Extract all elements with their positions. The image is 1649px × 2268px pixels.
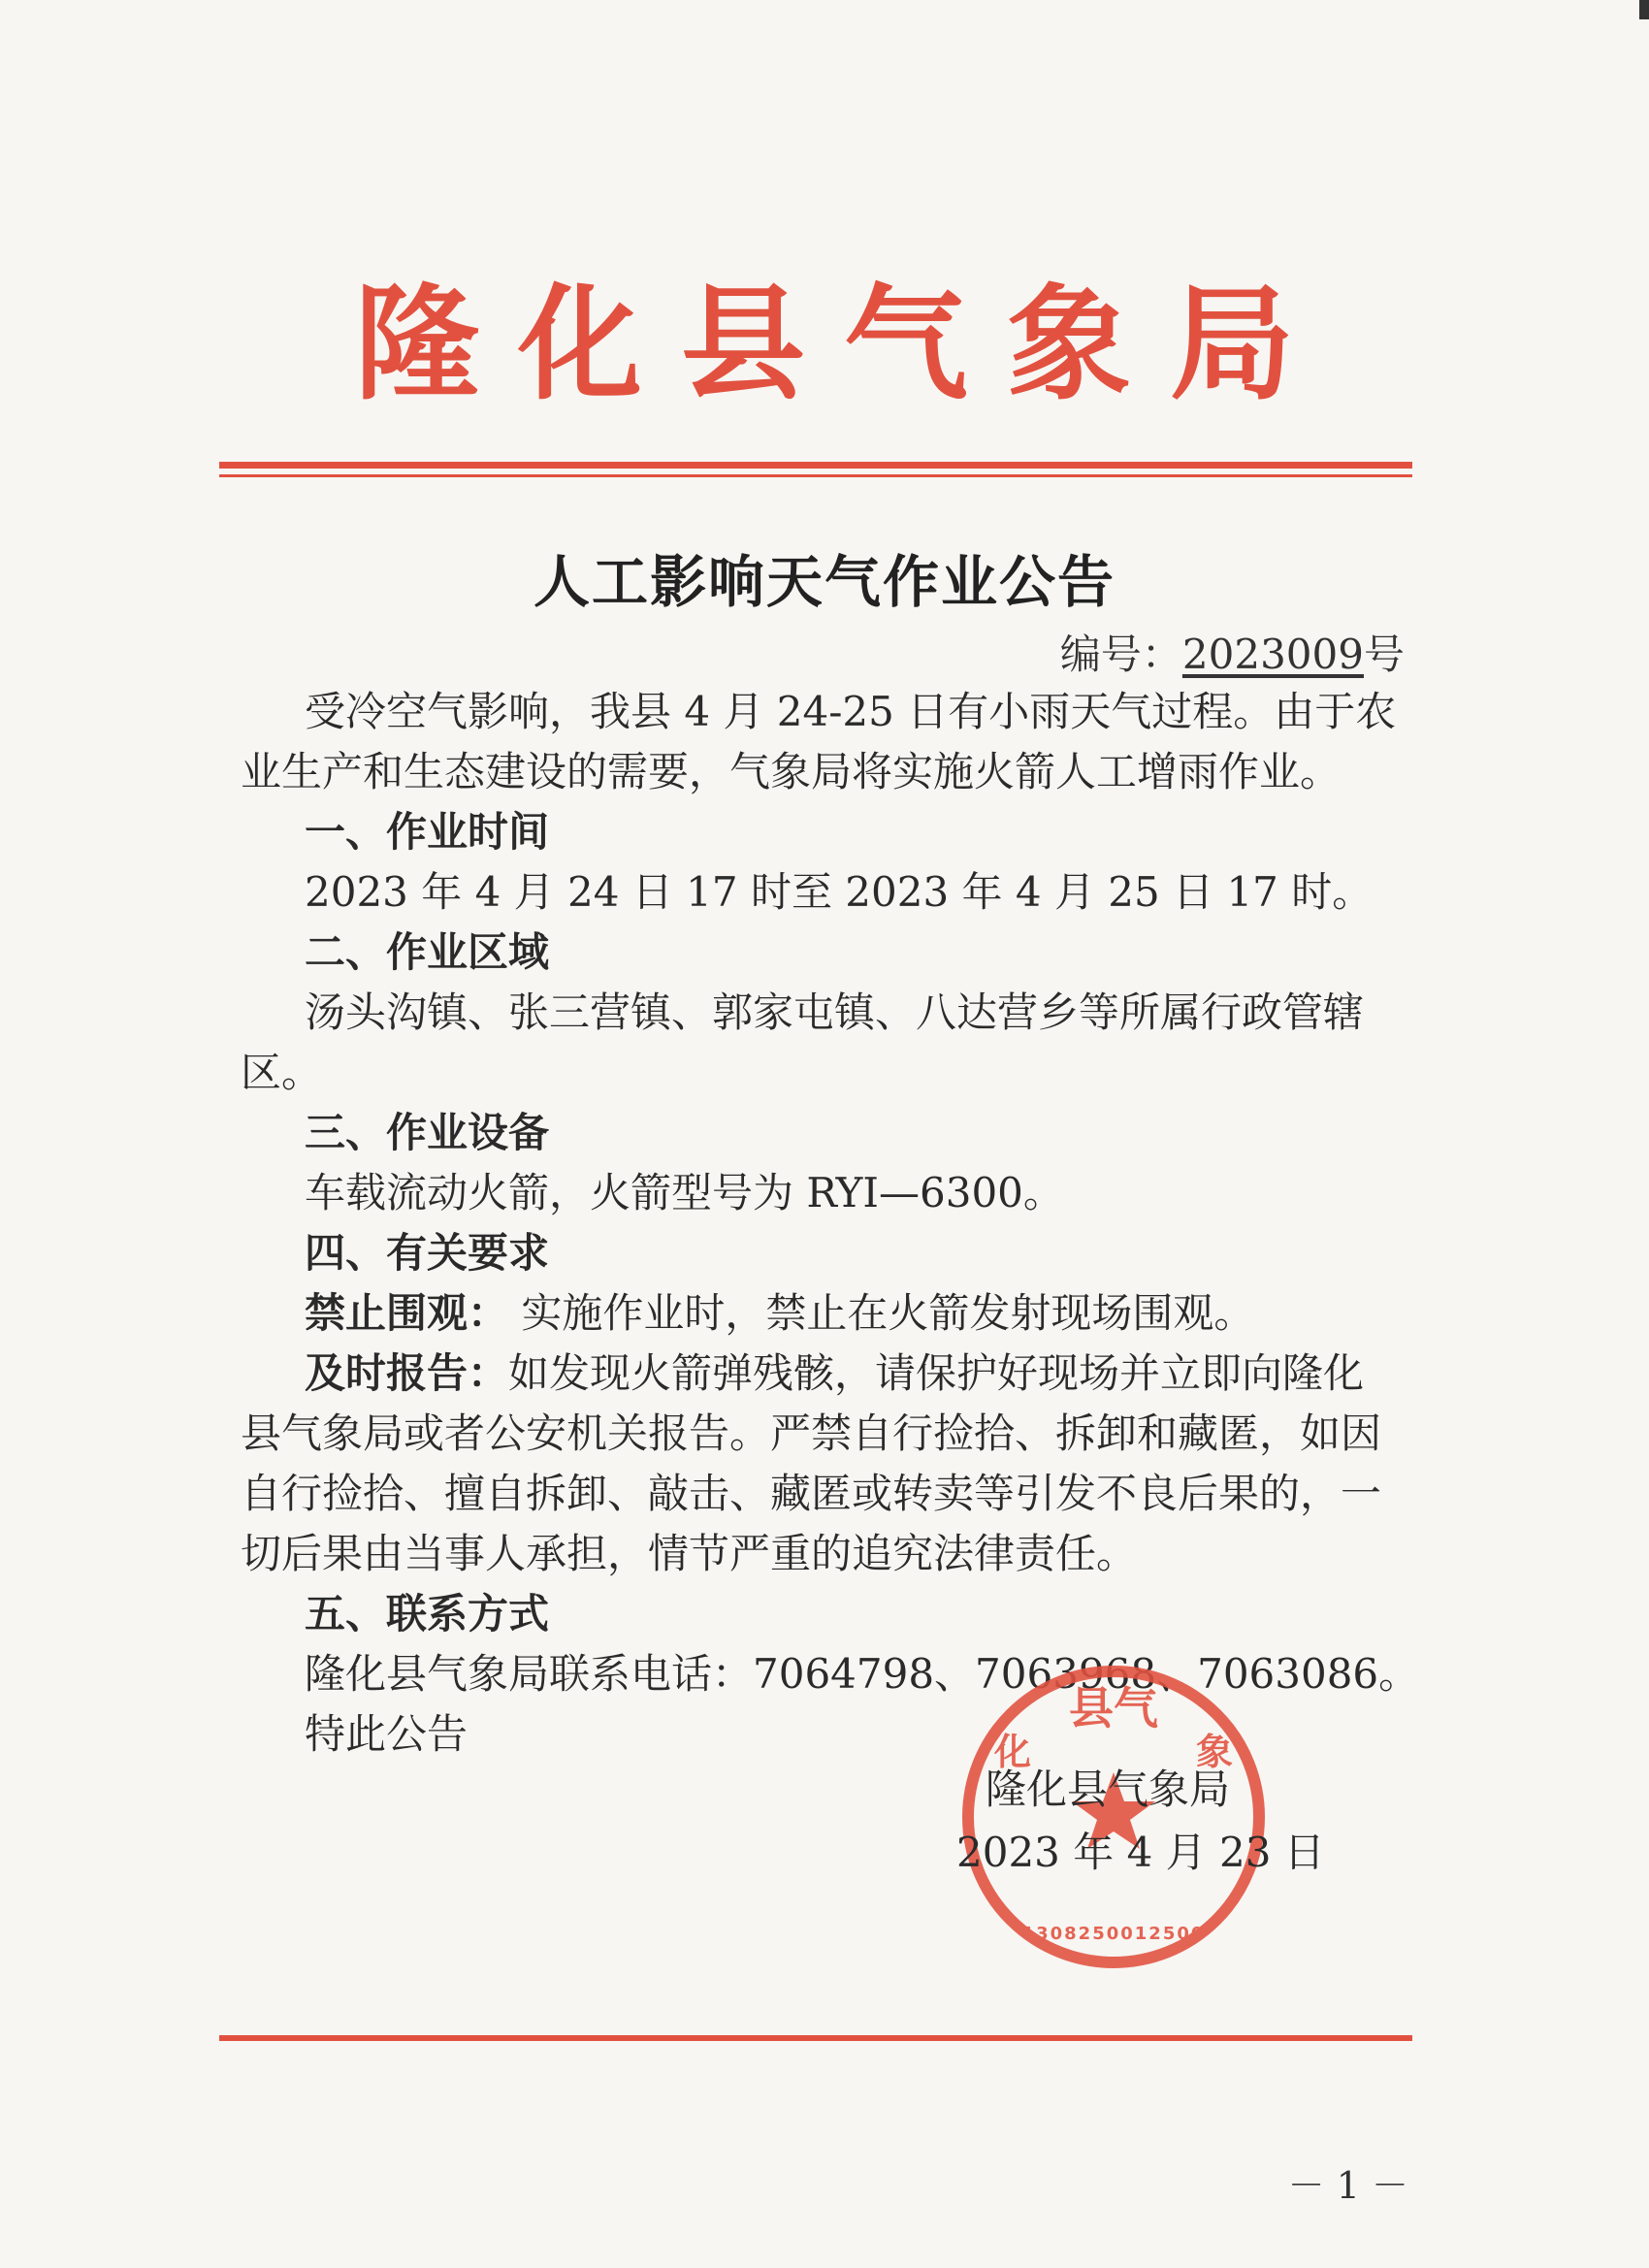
scan-edge-mark	[1639, 0, 1649, 19]
notice-title: 人工影响天气作业公告	[533, 549, 1116, 615]
section-text: 车载流动火箭，火箭型号为 RYI—6300。	[305, 1169, 1064, 1216]
seal-right-text: 象	[1195, 1731, 1234, 1773]
masthead-rule-thick	[219, 462, 1412, 469]
footer-rule	[219, 2035, 1412, 2041]
seal-code: 1308250012500	[1021, 1924, 1206, 1944]
section-heading: 二、作业区域	[305, 928, 550, 976]
section-heading: 三、作业设备	[305, 1109, 550, 1156]
section-text: 2023 年 4 月 24 日 17 时至 2023 年 4 月 25 日 17 时。	[305, 868, 1374, 916]
requirement-lead: 禁止围观：	[305, 1289, 509, 1337]
notice-number-label: 编号：	[1059, 631, 1182, 678]
closing-text: 特此公告	[305, 1710, 469, 1758]
requirement-item	[241, 1344, 1469, 1404]
section-heading: 一、作业时间	[305, 808, 550, 856]
requirement-text: 县气象局或者公安机关报告。严禁自行捡拾、拆卸和藏匿，如因	[241, 1409, 1382, 1457]
signature-organization: 隆化县气象局	[986, 1766, 1231, 1813]
signature-date: 2023 年 4 月 23 日	[956, 1829, 1325, 1876]
requirement-lead: 及时报告：	[305, 1349, 509, 1397]
requirement-text: 自行捡拾、擅自拆卸、敲击、藏匿或转卖等引发不良后果的，一	[241, 1470, 1382, 1517]
requirement-item	[241, 1283, 1469, 1344]
seal-top-text: 县气	[1069, 1682, 1158, 1734]
section-heading: 四、有关要求	[305, 1229, 550, 1277]
page-number: － 1 －	[1287, 2164, 1408, 2207]
masthead-rule-thin	[219, 474, 1412, 477]
section-heading: 五、联系方式	[305, 1590, 550, 1637]
intro-line: 业生产和生态建设的需要，气象局将实施火箭人工增雨作业。	[241, 748, 1342, 795]
section-text: 汤头沟镇、张三营镇、郭家屯镇、八达营乡等所属行政管辖	[305, 988, 1365, 1036]
section-text: 隆化县气象局联系电话：7064798、7063968、7063086。	[305, 1650, 1420, 1698]
masthead-title: 隆化县气象局	[354, 273, 1333, 417]
section-text: 区。	[241, 1049, 323, 1096]
requirement-text: 实施作业时，禁止在火箭发射现场围观。	[508, 1289, 1255, 1337]
requirement-text: 如发现火箭弹残骸，请保护好现场并立即向隆化	[508, 1349, 1365, 1397]
notice-number	[1060, 623, 1405, 681]
notice-number-suffix: 号	[1363, 631, 1405, 678]
intro-line: 受冷空气影响，我县 4 月 24-25 日有小雨天气过程。由于农	[305, 688, 1397, 735]
seal-left-text: 化	[993, 1731, 1032, 1773]
notice-number-value: 2023009	[1181, 631, 1364, 678]
requirement-text: 切后果由当事人承担，情节严重的追究法律责任。	[241, 1530, 1138, 1577]
